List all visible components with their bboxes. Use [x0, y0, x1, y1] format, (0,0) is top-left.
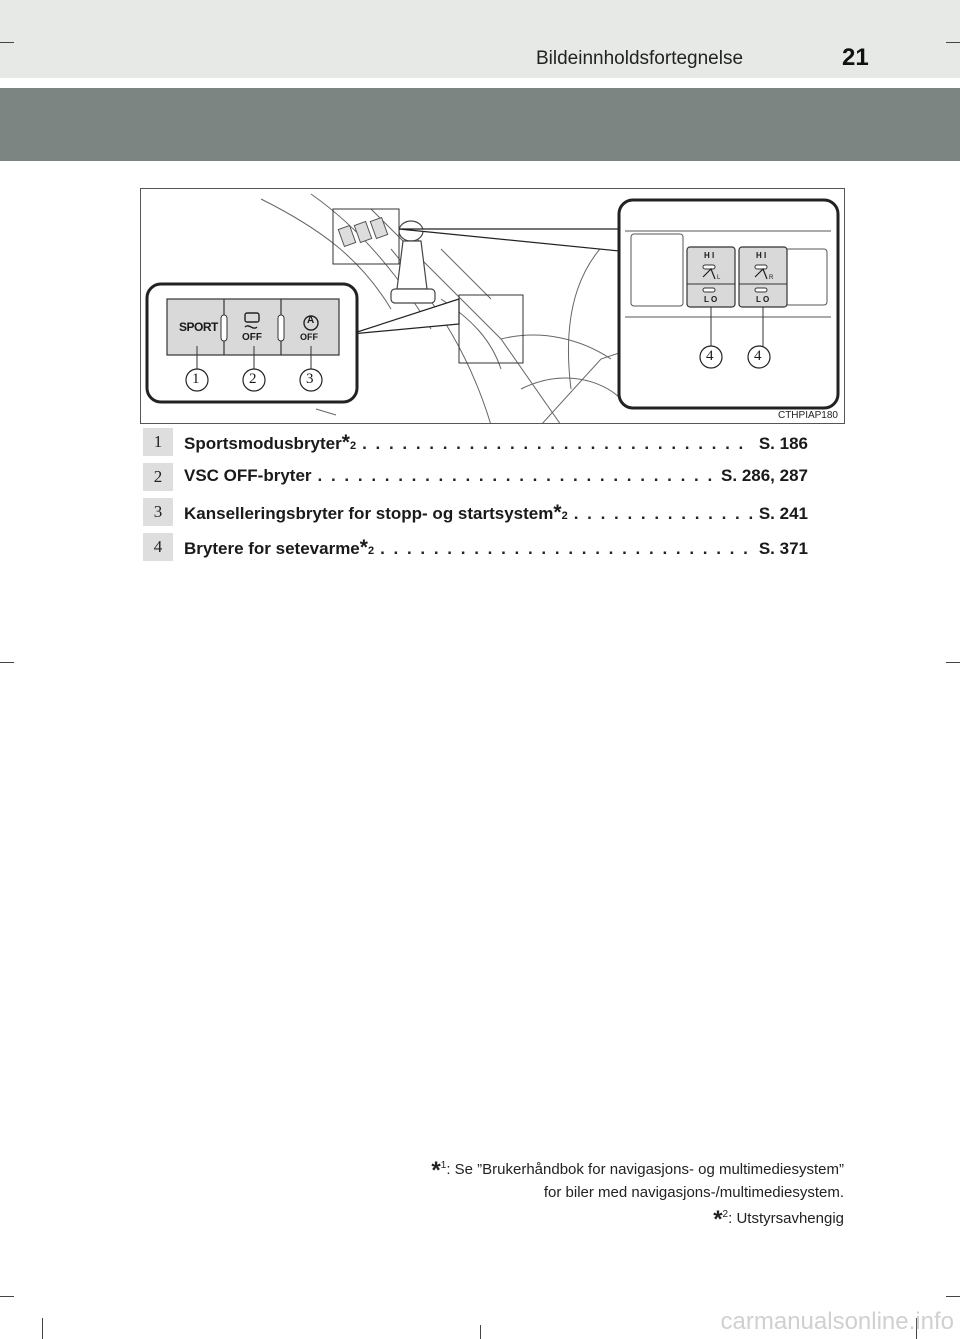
leader-dots [318, 466, 716, 486]
section-bar [0, 88, 960, 161]
footnote-2 [431, 1204, 844, 1231]
item-number: 4 [143, 533, 173, 561]
page-ref-link[interactable]: S. 186 [758, 434, 808, 453]
seat-heater-right-hi: H I [756, 251, 767, 260]
callout-number: 1 [192, 371, 200, 387]
footnote-star: * [341, 431, 350, 454]
console-illustration [140, 188, 845, 424]
item-label: Kanselleringsbryter for stopp- og startsystem [184, 504, 554, 523]
crop-mark [946, 662, 960, 663]
header-band [0, 0, 960, 78]
crop-mark [480, 1325, 481, 1339]
header-title: Bildeinnholdsfortegnelse [536, 48, 744, 69]
footnote-star: * [553, 501, 562, 524]
footnote-star: * [359, 536, 368, 559]
seat-heater-side-right: R [769, 275, 774, 281]
page-ref-link[interactable]: S. 241 [758, 504, 808, 523]
list-item: 4 Brytere for setevarme * 2 . . . S. 371 [143, 533, 813, 563]
item-number: 3 [143, 498, 173, 526]
crop-mark [0, 1296, 14, 1297]
leader-dots [574, 504, 753, 524]
a-glyph: A [307, 315, 315, 326]
stop-start-off-label: OFF [300, 332, 318, 342]
leader-dots [362, 434, 753, 454]
crop-mark [0, 42, 14, 43]
sport-button-label: SPORT [179, 320, 218, 334]
footnote-1-cont: for biler med navigasjons-/multimediesystem. [543, 1184, 844, 1201]
vsc-off-label: OFF [242, 332, 262, 343]
footnote-1 [431, 1155, 844, 1182]
callout-number: 4 [754, 348, 762, 364]
list-item: 3 Kanselleringsbryter for stopp- og startsystem * 2 . . . S. 241 [143, 498, 813, 528]
seat-heater-side-left: L [717, 275, 721, 281]
item-label: Sportsmodusbryter [184, 434, 342, 453]
console-drawing [141, 189, 845, 424]
list-item: 1 Sportsmodusbryter * 2 . . . S. 186 [143, 428, 813, 458]
footnote-text: : Se ”Brukerhåndbok for navigasjons- og multimediesystem” [446, 1161, 844, 1178]
callout-number: 2 [249, 371, 257, 387]
crop-mark [946, 1296, 960, 1297]
page-number: 21 [842, 44, 869, 71]
footnote-number: 1 [440, 1160, 447, 1171]
footnote-star: * [713, 1206, 723, 1233]
callout-number: 3 [306, 371, 314, 387]
leader-dots [380, 539, 753, 559]
footnote-text: : Utstyrsavhengig [728, 1210, 844, 1227]
item-label: Brytere for setevarme [184, 539, 360, 558]
footnote-number: 2 [722, 1209, 729, 1220]
item-number: 2 [143, 463, 173, 491]
list-item [143, 463, 813, 493]
crop-mark [946, 42, 960, 43]
seat-heater-left-hi: H I [704, 251, 715, 260]
page-ref-link[interactable]: S. 286, 287 [721, 466, 808, 485]
seat-heater-right-lo: L O [756, 295, 770, 304]
seat-heater-left-lo: L O [704, 295, 718, 304]
crop-mark [42, 1318, 43, 1339]
page-ref-link[interactable]: S. 371 [758, 539, 808, 558]
item-number: 1 [143, 428, 173, 456]
footnotes [431, 1155, 844, 1231]
crop-mark [0, 662, 14, 663]
watermark: carmanualsonline.info [720, 1308, 954, 1335]
item-label: VSC OFF-bryter [184, 466, 312, 485]
footnote-star: * [431, 1157, 441, 1184]
figure-code: CTHPIAP180 [777, 410, 838, 421]
callout-number: 4 [706, 348, 714, 364]
